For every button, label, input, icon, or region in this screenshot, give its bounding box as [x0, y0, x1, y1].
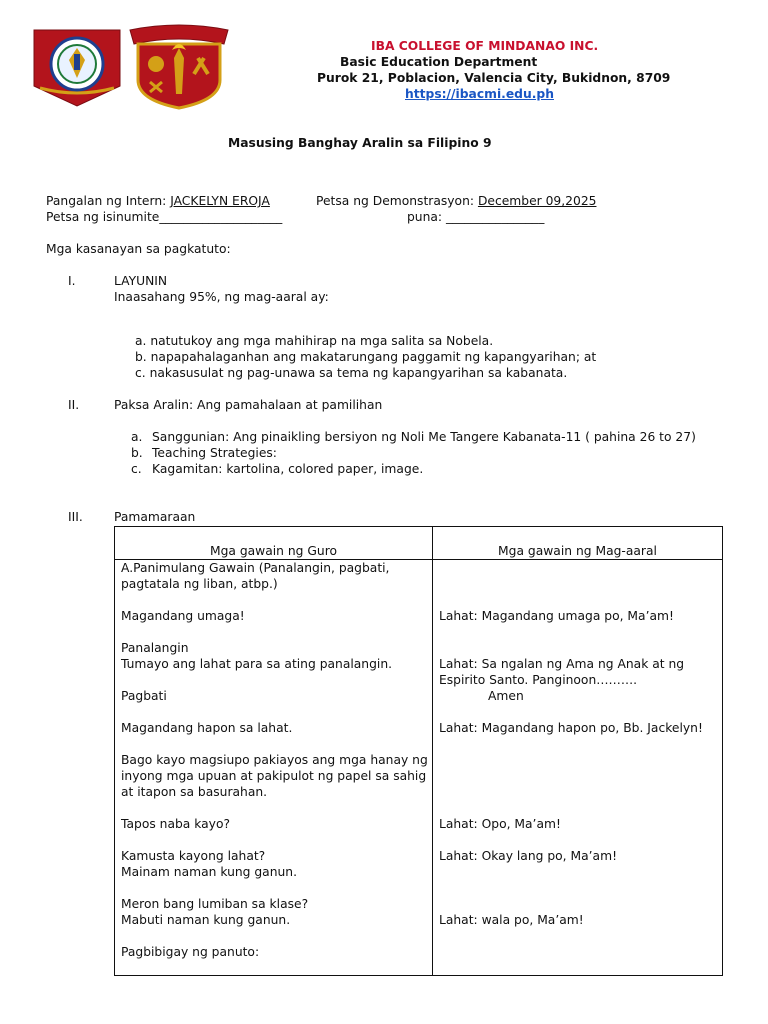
teacher-line: Meron bang lumiban sa klase? [121, 897, 309, 911]
demo-date-label: Petsa ng Demonstrasyon: [316, 194, 478, 208]
submitted-date-field: Petsa ng isinumite____________________ [46, 210, 283, 224]
student-line: Amen [488, 689, 524, 703]
document-title: Masusing Banghay Aralin sa Filipino 9 [228, 136, 492, 150]
list-marker: b. [131, 446, 143, 460]
objective-item: a. natutukoy ang mga mahihirap na mga salita sa Nobela. [135, 334, 494, 348]
list-item: Sanggunian: Ang pinaikling bersiyon ng Noli Me Tangere Kabanata-11 ( pahina 26 to 27) [152, 430, 696, 444]
teacher-line: Mainam naman kung ganun. [121, 865, 297, 879]
intern-name: JACKELYN EROJA [170, 194, 270, 208]
section-one-intro: Inaasahang 95%, ng mag-aaral ay: [114, 290, 329, 304]
list-item: Teaching Strategies: [152, 446, 277, 460]
teacher-line: Magandang umaga! [121, 609, 245, 623]
teacher-line: Tumayo ang lahat para sa ating panalangin. [121, 657, 393, 671]
teacher-line: Pagbati [121, 689, 167, 703]
department-crest-logo [120, 24, 238, 110]
section-three-number: III. [68, 510, 83, 524]
demo-date-info [316, 194, 596, 208]
website-link[interactable]: https://ibacmi.edu.ph [405, 87, 554, 101]
teacher-line: pagtatala ng liban, atbp.) [121, 577, 278, 591]
section-two-number: II. [68, 398, 80, 412]
student-line: Espirito Santo. Panginoon………. [439, 673, 638, 687]
student-line: Lahat: Okay lang po, Ma’am! [439, 849, 617, 863]
section-one-number: I. [68, 274, 76, 288]
student-line: Lahat: Sa ngalan ng Ama ng Anak at ng [439, 657, 685, 671]
teacher-line: Kamusta kayong lahat? [121, 849, 266, 863]
teacher-line: Bago kayo magsiupo pakiayos ang mga hanay ng [121, 753, 428, 767]
school-address: Purok 21, Poblacion, Valencia City, Bukidnon, 8709 [317, 71, 671, 85]
school-crest-logo [32, 28, 122, 108]
student-line: Lahat: Magandang umaga po, Ma’am! [439, 609, 674, 623]
section-three-title: Pamamaraan [114, 510, 196, 524]
student-line: Lahat: wala po, Ma’am! [439, 913, 584, 927]
department-name: Basic Education Department [340, 55, 538, 69]
remarks-field: puna: ________________ [407, 210, 545, 224]
list-item: Kagamitan: kartolina, colored paper, image. [152, 462, 424, 476]
objective-item: b. napapahalaganhan ang makatarungang paggamit ng kapangyarihan; at [135, 350, 597, 364]
demo-date: December 09,2025 [477, 194, 597, 208]
objective-item: c. nakasusulat ng pag-unawa sa tema ng kapangyarihan sa kabanata. [135, 366, 568, 380]
intern-label: Pangalan ng Intern: [46, 194, 171, 208]
skills-label: Mga kasanayan sa pagkatuto: [46, 242, 231, 256]
teacher-line: at itapon sa basurahan. [121, 785, 268, 799]
school-name: IBA COLLEGE OF MINDANAO INC. [371, 39, 599, 53]
teacher-line: Magandang hapon sa lahat. [121, 721, 293, 735]
list-marker: c. [131, 462, 142, 476]
teacher-line: inyong mga upuan at pakipulot ng papel sa sahig [121, 769, 427, 783]
list-marker: a. [131, 430, 143, 444]
teacher-line: A.Panimulang Gawain (Panalangin, pagbati, [121, 561, 390, 575]
intern-info [46, 194, 270, 208]
table-header-students: Mga gawain ng Mag-aaral [433, 527, 723, 560]
student-line: Lahat: Magandang hapon po, Bb. Jackelyn! [439, 721, 703, 735]
teacher-line: Panalangin [121, 641, 189, 655]
procedure-table [114, 526, 723, 976]
table-header-teacher: Mga gawain ng Guro [115, 527, 433, 560]
teacher-line: Mabuti naman kung ganun. [121, 913, 291, 927]
student-activities-cell [433, 560, 723, 976]
section-one-title: LAYUNIN [114, 274, 168, 288]
teacher-line: Tapos naba kayo? [121, 817, 231, 831]
student-line: Lahat: Opo, Ma’am! [439, 817, 561, 831]
teacher-line: Pagbibigay ng panuto: [121, 945, 260, 959]
section-two-title: Paksa Aralin: Ang pamahalaan at pamilihan [114, 398, 383, 412]
teacher-activities-cell [115, 560, 433, 976]
